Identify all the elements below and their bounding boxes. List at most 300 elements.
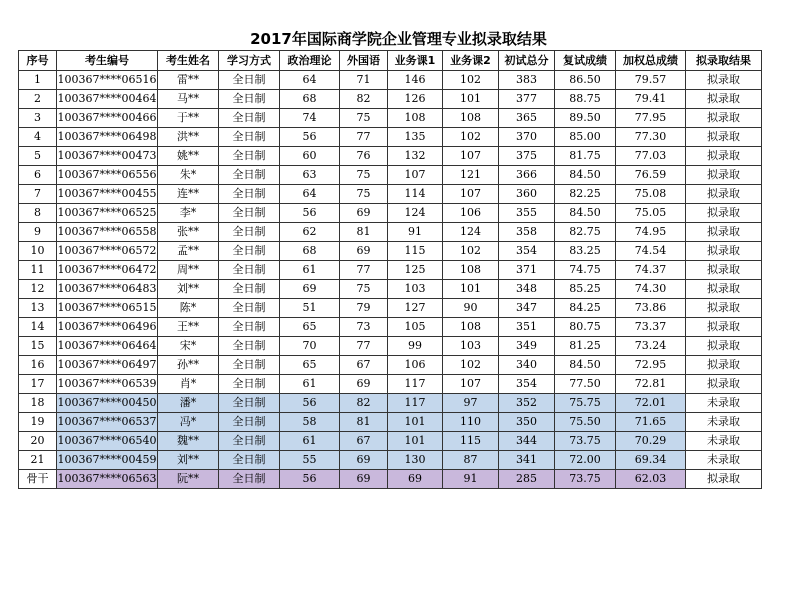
cell-name: 孟** xyxy=(158,242,219,261)
cell-initial: 354 xyxy=(499,375,555,394)
cell-weighted: 73.37 xyxy=(616,318,686,337)
cell-weighted: 70.29 xyxy=(616,432,686,451)
cell-foreign: 69 xyxy=(340,451,388,470)
cell-initial: 366 xyxy=(499,166,555,185)
table-row xyxy=(19,223,762,242)
cell-name: 孙** xyxy=(158,356,219,375)
cell-course2: 107 xyxy=(443,147,499,166)
cell-id: 100367****06537 xyxy=(57,413,158,432)
cell-weighted: 71.65 xyxy=(616,413,686,432)
table-row xyxy=(19,451,762,470)
table-row xyxy=(19,413,762,432)
table-row xyxy=(19,185,762,204)
cell-course2: 103 xyxy=(443,337,499,356)
cell-mode: 全日制 xyxy=(219,413,280,432)
cell-foreign: 69 xyxy=(340,204,388,223)
cell-politics: 74 xyxy=(280,109,340,128)
table-row xyxy=(19,356,762,375)
cell-id: 100367****06472 xyxy=(57,261,158,280)
cell-course2: 108 xyxy=(443,318,499,337)
cell-weighted: 73.86 xyxy=(616,299,686,318)
cell-mode: 全日制 xyxy=(219,147,280,166)
cell-course2: 102 xyxy=(443,356,499,375)
cell-foreign: 76 xyxy=(340,147,388,166)
cell-seq: 20 xyxy=(19,432,57,451)
cell-course2: 102 xyxy=(443,128,499,147)
cell-politics: 56 xyxy=(280,394,340,413)
cell-result: 拟录取 xyxy=(686,375,762,394)
cell-politics: 62 xyxy=(280,223,340,242)
cell-weighted: 76.59 xyxy=(616,166,686,185)
cell-retest: 82.25 xyxy=(555,185,616,204)
cell-id: 100367****06483 xyxy=(57,280,158,299)
cell-course2: 121 xyxy=(443,166,499,185)
cell-mode: 全日制 xyxy=(219,451,280,470)
cell-weighted: 72.01 xyxy=(616,394,686,413)
cell-result: 拟录取 xyxy=(686,71,762,90)
cell-course1: 101 xyxy=(388,432,443,451)
cell-id: 100367****06563 xyxy=(57,470,158,489)
cell-mode: 全日制 xyxy=(219,261,280,280)
cell-course1: 91 xyxy=(388,223,443,242)
cell-mode: 全日制 xyxy=(219,242,280,261)
cell-course2: 101 xyxy=(443,90,499,109)
cell-politics: 61 xyxy=(280,261,340,280)
cell-course1: 124 xyxy=(388,204,443,223)
cell-id: 100367****00455 xyxy=(57,185,158,204)
cell-retest: 77.50 xyxy=(555,375,616,394)
cell-name: 刘** xyxy=(158,451,219,470)
col-header-weighted: 加权总成绩 xyxy=(616,51,686,71)
cell-retest: 89.50 xyxy=(555,109,616,128)
cell-result: 拟录取 xyxy=(686,90,762,109)
table-row xyxy=(19,261,762,280)
cell-result: 拟录取 xyxy=(686,204,762,223)
cell-foreign: 71 xyxy=(340,71,388,90)
cell-name: 朱* xyxy=(158,166,219,185)
cell-politics: 56 xyxy=(280,470,340,489)
table-row xyxy=(19,109,762,128)
cell-id: 100367****06516 xyxy=(57,71,158,90)
cell-mode: 全日制 xyxy=(219,394,280,413)
cell-seq: 5 xyxy=(19,147,57,166)
cell-foreign: 75 xyxy=(340,109,388,128)
cell-seq: 9 xyxy=(19,223,57,242)
cell-retest: 80.75 xyxy=(555,318,616,337)
cell-politics: 61 xyxy=(280,375,340,394)
cell-course2: 101 xyxy=(443,280,499,299)
cell-course1: 114 xyxy=(388,185,443,204)
cell-name: 于** xyxy=(158,109,219,128)
cell-id: 100367****06572 xyxy=(57,242,158,261)
table-row xyxy=(19,394,762,413)
cell-foreign: 77 xyxy=(340,128,388,147)
cell-weighted: 75.08 xyxy=(616,185,686,204)
cell-course1: 117 xyxy=(388,394,443,413)
cell-id: 100367****06496 xyxy=(57,318,158,337)
cell-politics: 70 xyxy=(280,337,340,356)
table-row xyxy=(19,147,762,166)
cell-seq: 2 xyxy=(19,90,57,109)
cell-initial: 355 xyxy=(499,204,555,223)
cell-course1: 132 xyxy=(388,147,443,166)
cell-foreign: 79 xyxy=(340,299,388,318)
col-header-name: 考生姓名 xyxy=(158,51,219,71)
col-header-retest: 复试成绩 xyxy=(555,51,616,71)
cell-seq: 14 xyxy=(19,318,57,337)
table-body xyxy=(19,71,762,489)
cell-politics: 69 xyxy=(280,280,340,299)
cell-name: 李* xyxy=(158,204,219,223)
cell-course2: 87 xyxy=(443,451,499,470)
cell-course2: 97 xyxy=(443,394,499,413)
cell-name: 刘** xyxy=(158,280,219,299)
cell-id: 100367****00473 xyxy=(57,147,158,166)
cell-course1: 106 xyxy=(388,356,443,375)
cell-seq: 19 xyxy=(19,413,57,432)
cell-course1: 107 xyxy=(388,166,443,185)
cell-weighted: 62.03 xyxy=(616,470,686,489)
cell-seq: 21 xyxy=(19,451,57,470)
cell-initial: 358 xyxy=(499,223,555,242)
cell-foreign: 82 xyxy=(340,90,388,109)
cell-id: 100367****00459 xyxy=(57,451,158,470)
cell-course1: 108 xyxy=(388,109,443,128)
col-header-seq: 序号 xyxy=(19,51,57,71)
cell-weighted: 74.37 xyxy=(616,261,686,280)
cell-course2: 107 xyxy=(443,185,499,204)
cell-initial: 354 xyxy=(499,242,555,261)
cell-retest: 83.25 xyxy=(555,242,616,261)
cell-mode: 全日制 xyxy=(219,166,280,185)
cell-name: 张** xyxy=(158,223,219,242)
cell-seq: 13 xyxy=(19,299,57,318)
table-row xyxy=(19,280,762,299)
cell-result: 拟录取 xyxy=(686,147,762,166)
cell-seq: 1 xyxy=(19,71,57,90)
cell-initial: 347 xyxy=(499,299,555,318)
cell-result: 拟录取 xyxy=(686,299,762,318)
cell-weighted: 77.30 xyxy=(616,128,686,147)
cell-weighted: 74.30 xyxy=(616,280,686,299)
cell-weighted: 74.54 xyxy=(616,242,686,261)
cell-retest: 84.50 xyxy=(555,356,616,375)
col-header-foreign: 外国语 xyxy=(340,51,388,71)
cell-initial: 383 xyxy=(499,71,555,90)
cell-mode: 全日制 xyxy=(219,185,280,204)
cell-politics: 58 xyxy=(280,413,340,432)
table-row xyxy=(19,128,762,147)
cell-retest: 73.75 xyxy=(555,432,616,451)
cell-id: 100367****06558 xyxy=(57,223,158,242)
cell-mode: 全日制 xyxy=(219,299,280,318)
cell-mode: 全日制 xyxy=(219,356,280,375)
cell-id: 100367****06498 xyxy=(57,128,158,147)
cell-weighted: 77.95 xyxy=(616,109,686,128)
cell-result: 拟录取 xyxy=(686,166,762,185)
cell-result: 拟录取 xyxy=(686,242,762,261)
cell-initial: 375 xyxy=(499,147,555,166)
cell-foreign: 81 xyxy=(340,223,388,242)
cell-name: 雷** xyxy=(158,71,219,90)
cell-initial: 349 xyxy=(499,337,555,356)
cell-foreign: 82 xyxy=(340,394,388,413)
cell-politics: 64 xyxy=(280,71,340,90)
cell-seq: 骨干 xyxy=(19,470,57,489)
cell-seq: 17 xyxy=(19,375,57,394)
cell-result: 拟录取 xyxy=(686,356,762,375)
table-row xyxy=(19,90,762,109)
cell-initial: 352 xyxy=(499,394,555,413)
cell-name: 马** xyxy=(158,90,219,109)
cell-politics: 68 xyxy=(280,90,340,109)
cell-result: 未录取 xyxy=(686,451,762,470)
cell-retest: 85.00 xyxy=(555,128,616,147)
cell-mode: 全日制 xyxy=(219,223,280,242)
cell-initial: 348 xyxy=(499,280,555,299)
cell-result: 未录取 xyxy=(686,413,762,432)
cell-initial: 351 xyxy=(499,318,555,337)
cell-seq: 15 xyxy=(19,337,57,356)
cell-politics: 65 xyxy=(280,356,340,375)
cell-mode: 全日制 xyxy=(219,432,280,451)
cell-name: 冯* xyxy=(158,413,219,432)
cell-politics: 64 xyxy=(280,185,340,204)
cell-seq: 6 xyxy=(19,166,57,185)
cell-weighted: 75.05 xyxy=(616,204,686,223)
cell-politics: 51 xyxy=(280,299,340,318)
cell-seq: 11 xyxy=(19,261,57,280)
cell-result: 拟录取 xyxy=(686,261,762,280)
cell-initial: 340 xyxy=(499,356,555,375)
cell-id: 100367****00464 xyxy=(57,90,158,109)
cell-id: 100367****06540 xyxy=(57,432,158,451)
cell-mode: 全日制 xyxy=(219,109,280,128)
cell-id: 100367****06497 xyxy=(57,356,158,375)
cell-course1: 105 xyxy=(388,318,443,337)
cell-foreign: 77 xyxy=(340,261,388,280)
table-row xyxy=(19,318,762,337)
cell-course1: 135 xyxy=(388,128,443,147)
cell-name: 潘* xyxy=(158,394,219,413)
cell-id: 100367****00466 xyxy=(57,109,158,128)
cell-course2: 107 xyxy=(443,375,499,394)
cell-name: 王** xyxy=(158,318,219,337)
cell-initial: 365 xyxy=(499,109,555,128)
cell-foreign: 69 xyxy=(340,242,388,261)
col-header-course2: 业务课2 xyxy=(443,51,499,71)
cell-name: 宋* xyxy=(158,337,219,356)
cell-seq: 8 xyxy=(19,204,57,223)
table-row xyxy=(19,166,762,185)
cell-foreign: 67 xyxy=(340,432,388,451)
cell-retest: 84.25 xyxy=(555,299,616,318)
cell-course1: 127 xyxy=(388,299,443,318)
cell-mode: 全日制 xyxy=(219,71,280,90)
cell-retest: 81.25 xyxy=(555,337,616,356)
cell-name: 陈* xyxy=(158,299,219,318)
cell-seq: 4 xyxy=(19,128,57,147)
cell-course1: 69 xyxy=(388,470,443,489)
cell-retest: 85.25 xyxy=(555,280,616,299)
cell-result: 拟录取 xyxy=(686,128,762,147)
header-row xyxy=(19,51,762,71)
cell-course1: 117 xyxy=(388,375,443,394)
cell-retest: 88.75 xyxy=(555,90,616,109)
cell-retest: 82.75 xyxy=(555,223,616,242)
cell-mode: 全日制 xyxy=(219,375,280,394)
cell-retest: 74.75 xyxy=(555,261,616,280)
cell-initial: 377 xyxy=(499,90,555,109)
cell-mode: 全日制 xyxy=(219,318,280,337)
cell-course2: 91 xyxy=(443,470,499,489)
cell-politics: 56 xyxy=(280,204,340,223)
cell-weighted: 69.34 xyxy=(616,451,686,470)
cell-weighted: 73.24 xyxy=(616,337,686,356)
cell-name: 魏** xyxy=(158,432,219,451)
cell-politics: 68 xyxy=(280,242,340,261)
cell-mode: 全日制 xyxy=(219,90,280,109)
cell-initial: 360 xyxy=(499,185,555,204)
cell-foreign: 75 xyxy=(340,280,388,299)
cell-name: 连** xyxy=(158,185,219,204)
cell-initial: 341 xyxy=(499,451,555,470)
cell-seq: 18 xyxy=(19,394,57,413)
cell-retest: 84.50 xyxy=(555,204,616,223)
col-header-politics: 政治理论 xyxy=(280,51,340,71)
cell-mode: 全日制 xyxy=(219,128,280,147)
cell-weighted: 72.81 xyxy=(616,375,686,394)
cell-mode: 全日制 xyxy=(219,204,280,223)
cell-politics: 56 xyxy=(280,128,340,147)
cell-course2: 115 xyxy=(443,432,499,451)
table-row xyxy=(19,432,762,451)
table-row xyxy=(19,204,762,223)
cell-name: 洪** xyxy=(158,128,219,147)
page-title: 2017年国际商学院企业管理专业拟录取结果 xyxy=(250,30,547,48)
cell-course1: 146 xyxy=(388,71,443,90)
cell-foreign: 73 xyxy=(340,318,388,337)
cell-foreign: 77 xyxy=(340,337,388,356)
results-table xyxy=(18,50,762,489)
cell-course2: 124 xyxy=(443,223,499,242)
cell-name: 肖* xyxy=(158,375,219,394)
cell-course1: 130 xyxy=(388,451,443,470)
cell-name: 周** xyxy=(158,261,219,280)
cell-retest: 75.50 xyxy=(555,413,616,432)
cell-politics: 61 xyxy=(280,432,340,451)
cell-mode: 全日制 xyxy=(219,280,280,299)
cell-course2: 102 xyxy=(443,71,499,90)
cell-retest: 73.75 xyxy=(555,470,616,489)
cell-course1: 103 xyxy=(388,280,443,299)
cell-id: 100367****00450 xyxy=(57,394,158,413)
cell-retest: 72.00 xyxy=(555,451,616,470)
cell-course2: 108 xyxy=(443,261,499,280)
cell-name: 阮** xyxy=(158,470,219,489)
cell-result: 拟录取 xyxy=(686,280,762,299)
cell-seq: 3 xyxy=(19,109,57,128)
col-header-course1: 业务课1 xyxy=(388,51,443,71)
cell-result: 拟录取 xyxy=(686,318,762,337)
cell-id: 100367****06464 xyxy=(57,337,158,356)
cell-id: 100367****06525 xyxy=(57,204,158,223)
cell-seq: 10 xyxy=(19,242,57,261)
col-header-result: 拟录取结果 xyxy=(686,51,762,71)
table-row xyxy=(19,375,762,394)
cell-course2: 90 xyxy=(443,299,499,318)
table-row xyxy=(19,71,762,90)
cell-course1: 101 xyxy=(388,413,443,432)
cell-weighted: 77.03 xyxy=(616,147,686,166)
cell-result: 拟录取 xyxy=(686,223,762,242)
cell-retest: 75.75 xyxy=(555,394,616,413)
cell-course1: 126 xyxy=(388,90,443,109)
cell-retest: 81.75 xyxy=(555,147,616,166)
cell-initial: 371 xyxy=(499,261,555,280)
cell-retest: 84.50 xyxy=(555,166,616,185)
table-row xyxy=(19,470,762,489)
cell-result: 未录取 xyxy=(686,394,762,413)
cell-weighted: 79.41 xyxy=(616,90,686,109)
cell-initial: 350 xyxy=(499,413,555,432)
cell-id: 100367****06539 xyxy=(57,375,158,394)
table-row xyxy=(19,299,762,318)
cell-foreign: 69 xyxy=(340,470,388,489)
cell-id: 100367****06556 xyxy=(57,166,158,185)
cell-seq: 16 xyxy=(19,356,57,375)
cell-initial: 370 xyxy=(499,128,555,147)
cell-weighted: 79.57 xyxy=(616,71,686,90)
cell-course2: 110 xyxy=(443,413,499,432)
cell-mode: 全日制 xyxy=(219,470,280,489)
cell-foreign: 69 xyxy=(340,375,388,394)
cell-course1: 115 xyxy=(388,242,443,261)
cell-foreign: 67 xyxy=(340,356,388,375)
cell-initial: 344 xyxy=(499,432,555,451)
cell-weighted: 72.95 xyxy=(616,356,686,375)
table-row xyxy=(19,242,762,261)
cell-result: 拟录取 xyxy=(686,470,762,489)
cell-seq: 7 xyxy=(19,185,57,204)
cell-course1: 99 xyxy=(388,337,443,356)
cell-retest: 86.50 xyxy=(555,71,616,90)
cell-politics: 55 xyxy=(280,451,340,470)
col-header-initial: 初试总分 xyxy=(499,51,555,71)
cell-seq: 12 xyxy=(19,280,57,299)
cell-foreign: 75 xyxy=(340,166,388,185)
cell-politics: 63 xyxy=(280,166,340,185)
cell-weighted: 74.95 xyxy=(616,223,686,242)
cell-mode: 全日制 xyxy=(219,337,280,356)
cell-initial: 285 xyxy=(499,470,555,489)
cell-result: 拟录取 xyxy=(686,109,762,128)
cell-politics: 60 xyxy=(280,147,340,166)
table-row xyxy=(19,337,762,356)
col-header-mode: 学习方式 xyxy=(219,51,280,71)
cell-politics: 65 xyxy=(280,318,340,337)
cell-course1: 125 xyxy=(388,261,443,280)
cell-course2: 102 xyxy=(443,242,499,261)
cell-foreign: 81 xyxy=(340,413,388,432)
cell-name: 姚** xyxy=(158,147,219,166)
cell-id: 100367****06515 xyxy=(57,299,158,318)
cell-course2: 106 xyxy=(443,204,499,223)
cell-foreign: 75 xyxy=(340,185,388,204)
cell-course2: 108 xyxy=(443,109,499,128)
cell-result: 拟录取 xyxy=(686,337,762,356)
cell-result: 未录取 xyxy=(686,432,762,451)
